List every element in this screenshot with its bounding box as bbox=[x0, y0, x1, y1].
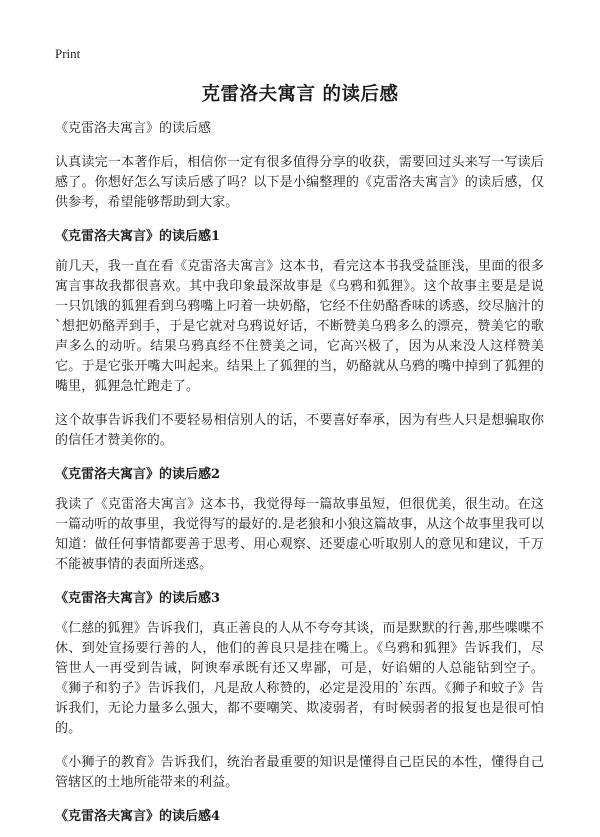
intro-paragraph: 认真读完一本著作后，相信你一定有很多值得分享的收获，需要回过头来写一写读后感了。你想好怎么写读后感了吗？以下是小编整理的《克雷洛夫寓言》的读后感，仅供参考，希望能够帮助到大家。 bbox=[55, 155, 544, 210]
section-paragraph: 《仁慈的狐狸》告诉我们，真正善良的人从不夸夸其谈，而是默默的行善,那些喋喋不休、到处宣扬要行善的人，他们的善良只是挂在嘴上。《乌鸦和狐狸》告诉我们，尽管世人一再受到告诫，阿谀奉承既有还又卑鄙，可是，好谄媚的人总能钻到空子。《狮子和豹子》告诉我们，凡是敌人称赞的，必定是没用的`东西。《狮子和蚊子》告诉我们，无论力量多么强大，都不要嘲笑、欺凌弱者，有时候弱者的报复也是很可怕的。 bbox=[55, 621, 544, 736]
page-title: 克雷洛夫寓言 的读后感 bbox=[201, 84, 399, 105]
section-4 bbox=[55, 807, 544, 827]
section-heading: 《克雷洛夫寓言》的读后感1 bbox=[55, 229, 221, 244]
article-body bbox=[55, 119, 544, 837]
section-3 bbox=[55, 589, 544, 793]
section-heading: 《克雷洛夫寓言》的读后感3 bbox=[55, 591, 221, 606]
section-paragraph: 《小狮子的教育》告诉我们，统治者最重要的知识是懂得自己臣民的本性，懂得自己管辖区的土地所能带来的利益。 bbox=[55, 755, 544, 790]
section-heading: 《克雷洛夫寓言》的读后感4 bbox=[55, 809, 221, 824]
print-link[interactable]: Print bbox=[55, 46, 81, 61]
section-heading: 《克雷洛夫寓言》的读后感2 bbox=[55, 467, 221, 482]
section-1 bbox=[55, 227, 544, 451]
section-paragraph: 前几天，我一直在看《克雷洛夫寓言》这本书，看完这本书我受益匪浅，里面的很多寓言事故我都很喜欢。其中我印象最深故事是《乌鸦和狐狸》。这个故事主要是是说一只饥饿的狐狸看到乌鸦嘴上叼着一块奶酪，它经不住奶酪香味的诱惑，绞尽脑汁的`想把奶酪弄到手，于是它就对乌鸦说好话，不断赞美乌鸦多么的漂亮，赞美它的歌声多么的动听。结果乌鸦真经不住赞美之词，它高兴极了，因为从来没人这样赞美它。于是它张开嘴大叫起来。结果上了狐狸的当，奶酪就从乌鸦的嘴中掉到了狐狸的嘴里，狐狸急忙跑走了。 bbox=[55, 259, 544, 394]
section-paragraph: 这个故事告诉我们不要轻易相信别人的话，不要喜好奉承，因为有些人只是想骗取你的信任才赞美你的。 bbox=[55, 413, 544, 448]
section-2 bbox=[55, 465, 544, 575]
article-subtitle: 《克雷洛夫寓言》的读后感 bbox=[55, 121, 212, 136]
section-paragraph: 我读了《克雷洛夫寓言》这本书，我觉得每一篇故事虽短，但很优美，很生动。在这一篇动听的故事里，我觉得写的最好的.是老狼和小狼这篇故事，从这个故事里我可以知道：做任何事情都要善于思考、用心观察、还要虚心听取别人的意见和建议，千万不能被事情的表面所迷惑。 bbox=[55, 497, 544, 572]
